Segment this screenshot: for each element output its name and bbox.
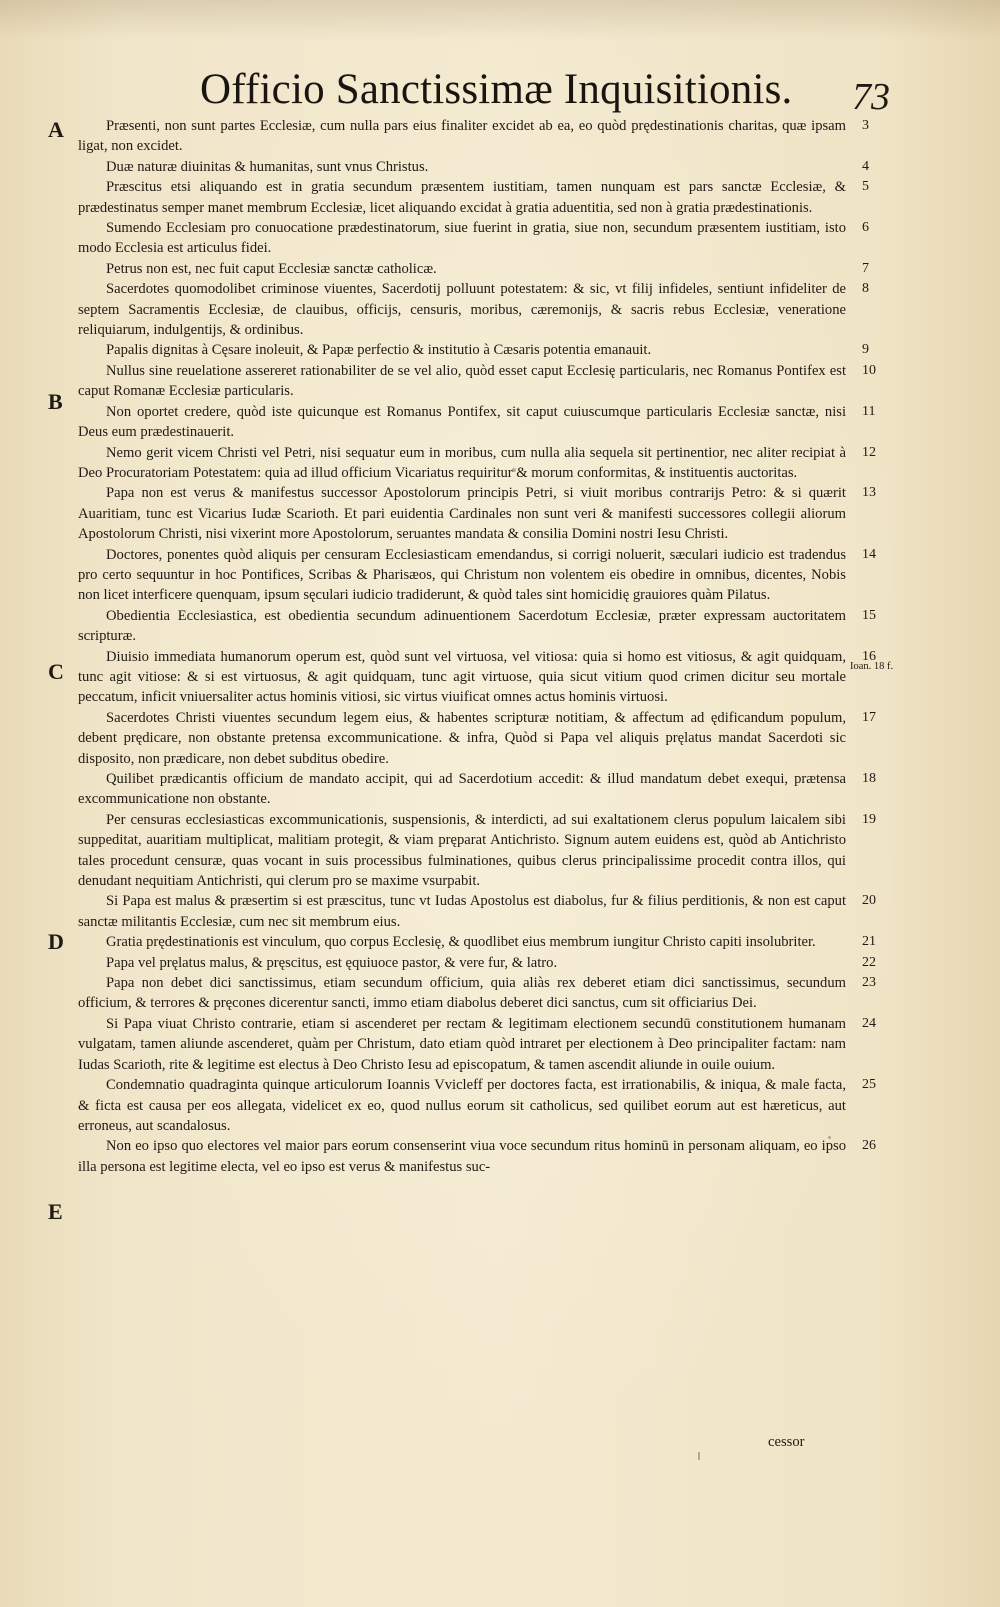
article-text: Præsenti, non sunt partes Ecclesiæ, cum nulla pars eius finaliter excidet ab ea, eo quòd prędestinationis charitas, quæ ipsam ligat, non excidet. xyxy=(78,118,846,155)
article-number: 16 xyxy=(862,648,876,664)
article-number: 20 xyxy=(862,893,876,909)
article-text: Nullus sine reuelatione assereret rationabiliter de se vel alio, quòd esset caput Ecclesię particularis, nec Romanus Pontifex est caput Romanæ Ecclesiæ particularis. xyxy=(78,362,846,400)
ink-speck xyxy=(512,468,516,472)
article-number: 12 xyxy=(862,444,876,460)
side-letter-b: B xyxy=(48,389,63,414)
article-number: 19 xyxy=(862,811,876,827)
article-text: Gratia prędestinationis est vinculum, quo corpus Ecclesię, & quodlibet eius membrum iungitur Christo capiti insolubriter. xyxy=(106,934,816,951)
article xyxy=(78,361,876,402)
article xyxy=(78,116,869,157)
article xyxy=(78,402,876,443)
article-text: Papalis dignitas à Cęsare inoleuit, & Papæ perfectio & institutio à Cæsaris potentia emanauit. xyxy=(106,342,652,359)
side-letter-a: A xyxy=(48,117,64,142)
article-number: 22 xyxy=(862,954,876,970)
article-number: 23 xyxy=(862,975,876,991)
article-text: Diuisio immediata humanorum operum est, quòd sunt vel virtuosa, vel vitiosa: quia si homo est vitiosus, & agit quidquam, tunc agit vitiose: & si est virtuosus, & agit quidquam, tunc agit virtuose, quia sicut vitium quod crimen dicitur seu mortale peccatum, inficit vniuersaliter actus hominis vitiosi, sic virtus viuificat omnes actus hominis virtuosi. xyxy=(78,648,846,706)
article xyxy=(78,177,869,218)
article-text: Sacerdotes quomodolibet criminose viuentes, Sacerdotij polluunt potestatem: & sic, vt filij infideles, sentiunt infideliter de septem Sacramentis Ecclesiæ, de clauibus, officijs, censuris, moribus, cæremonijs, & sacris rebus Ecclesiæ, veneratione reliquiarum, indulgentijs, & ordinibus. xyxy=(78,281,846,339)
article xyxy=(78,932,876,952)
article-text: Non eo ipso quo electores vel maior pars eorum consenserint viua voce secundum ritus hominū in personam aliquam, eo ipso illa persona est legitime electa, vel eo ipso est verus & manifestus suc- xyxy=(78,1138,846,1175)
article xyxy=(78,279,869,340)
article xyxy=(78,218,869,259)
article-number: 6 xyxy=(862,220,869,236)
article xyxy=(78,810,876,892)
ink-speck xyxy=(828,1136,831,1139)
ink-speck xyxy=(698,1452,700,1460)
article xyxy=(78,973,876,1014)
article xyxy=(78,1014,876,1075)
article-number: 8 xyxy=(862,281,869,297)
article-number: 9 xyxy=(862,342,869,358)
article xyxy=(78,545,876,606)
article-text: Sacerdotes Christi viuentes secundum legem eius, & habentes scripturæ notitiam, & affectum ad ędificandum populum, debent prędicare, non obstante pretensa excommunicatione. & infra, Quòd si Papa vel aliquis pręlatus mandat Sacerdoti sic disposito, non prædicare, non debet subditus obedire. xyxy=(78,709,846,767)
article-number: 4 xyxy=(862,158,869,174)
article xyxy=(78,157,869,177)
article-number: 11 xyxy=(862,403,876,419)
article-text: Si Papa est malus & præsertim si est præscitus, tunc vt Iudas Apostolus est diabolus, fur & filius perditionis, & non est caput sanctæ militantis Ecclesiæ, cum nec sit membrum eius. xyxy=(78,893,846,930)
article xyxy=(78,891,876,932)
article xyxy=(78,443,876,484)
article xyxy=(78,1075,876,1136)
article xyxy=(78,1136,876,1177)
article-text: Quilibet prædicantis officium de mandato accipit, qui ad Sacerdotium accedit: & illud mandatum debet exequi, prætensa excommunicatione non obstante. xyxy=(78,771,846,808)
article-text: Nemo gerit vicem Christi vel Petri, nisi sequatur eum in moribus, cum nulla alia sequela sit pertinentior, nec aliter recipiat à Deo Procuratoriam Potestatem: quia ad illud officium Vicariatus requiritur & morum conformitas, & instituentis auctoritas. xyxy=(78,444,846,481)
running-title: Officio Sanctissimæ Inquisitionis. xyxy=(200,66,793,113)
article xyxy=(78,606,876,647)
article-text: Papa non est verus & manifestus successor Apostolorum principis Petri, si viuit moribus contrarijs Petro: & si quærit Auaritiam, tunc est Vicarius Iudæ Scarioth. Et pari euidentia Cardinales non sunt veri & manifesti successores collegii aliorum Apostolorum Christi, nisi vixerint more Apostolorum, seruantes mandata & consilia Domini nostri Iesu Christi. xyxy=(78,485,846,543)
article xyxy=(78,769,876,810)
catchword: cessor xyxy=(768,1434,805,1450)
article-number: 13 xyxy=(862,485,876,501)
article-text: Præscitus etsi aliquando est in gratia secundum præsentem iustitiam, tamen nunquam est pars sanctæ Ecclesiæ, & prædestinatus semper manet membrum Ecclesiæ, licet aliquando excidat à gratia aduentitia, sed non à gratia prædestinationis. xyxy=(78,179,846,216)
article-text: Si Papa viuat Christo contrarie, etiam si ascenderet per rectam & legitimam electionem secundū constitutionem humanam vulgatam, tamen aliunde ascenderet, quàm per Christum, dato etiam quòd intraret per electionem à Deo principaliter factam: nam Iudas Scarioth, rite & legitime est electus à Deo Christo Iesu ad episcopatum, & tamen ascendit aliunde in ouile ouium. xyxy=(78,1015,846,1073)
article-number: 5 xyxy=(862,179,869,195)
article xyxy=(78,708,876,769)
margin-note: Ioan. 18 f. xyxy=(850,661,894,672)
article-number: 24 xyxy=(862,1015,876,1031)
article xyxy=(78,953,876,973)
article-number: 3 xyxy=(862,118,869,133)
side-letter-e: E xyxy=(48,1199,63,1224)
side-letter-c: C xyxy=(48,659,64,684)
article-text: Doctores, ponentes quòd aliquis per censuram Ecclesiasticam emendandus, si corrigi noluerit, sæculari iudicio est tradendus pro certo sequuntur in hoc Pontifices, Scribas & Pharisæos, qui Christum non volentem eis obedire in omnibus, dicentes, Nobis non licet interficere quenquam, ipsum sęculari iudicio tradiderunt, & quòd tales sint homicidię grauiores quàm Pilatus. xyxy=(78,546,846,604)
article xyxy=(78,259,869,279)
article-text: Sumendo Ecclesiam pro conuocatione prædestinatorum, siue fuerint in gratia, siue non, secundum præsentem iustitiam, isto modo Ecclesia est articulus fidei. xyxy=(78,220,846,257)
article-number: 18 xyxy=(862,771,876,786)
article-text: Non oportet credere, quòd iste quicunque est Romanus Pontifex, sit caput cuiuscumque particularis Ecclesiæ sanctæ, nisi Deus eum prædestinauerit. xyxy=(78,403,846,441)
article-number: 17 xyxy=(862,709,876,725)
article-number: 26 xyxy=(862,1138,876,1154)
article-number: 21 xyxy=(862,934,876,950)
article-number: 10 xyxy=(862,362,876,378)
side-letter-d: D xyxy=(48,929,64,954)
article-number: 25 xyxy=(862,1077,876,1093)
article-number: 7 xyxy=(862,260,869,276)
article-text: Petrus non est, nec fuit caput Ecclesiæ sanctæ catholicæ. xyxy=(106,260,437,277)
article-number: 15 xyxy=(862,607,876,623)
page-edge-shadow xyxy=(0,0,1000,40)
article-text: Papa vel pręlatus malus, & pręscitus, est ęquiuoce pastor, & vere fur, & latro. xyxy=(106,954,558,971)
article-text: Papa non debet dici sanctissimus, etiam secundum officium, quia aliàs rex deberet etiam dici sanctissimus, secundum officium, & terrores & pręcones dicerentur sancti, immo etiam diabolus deberet dici sanctus, cum sit officiarius Dei. xyxy=(78,975,846,1012)
article xyxy=(78,483,876,544)
article-text: Duæ naturæ diuinitas & humanitas, sunt vnus Christus. xyxy=(106,158,429,175)
article-text: Obedientia Ecclesiastica, est obedientia secundum adinuentionem Sacerdotum Ecclesiæ, præter expressam auctoritatem scripturæ. xyxy=(78,607,846,645)
page-number: 73 xyxy=(852,76,890,118)
article xyxy=(78,340,869,360)
article-number: 14 xyxy=(862,546,876,562)
article-text: Per censuras ecclesiasticas excommunicationis, suspensionis, & interdicti, ad sui exaltationem clerus populum laicalem sibi suppeditat, auaritiam multiplicat, malitiam protegit, & viam pręparat Antichristo. Signum autem euidens est, quòd ab Antichristo tales procedunt censuræ, quas vocant in suis processibus fulminationes, quibus clerus principalissime procedit contra illos, qui denudant nequitiam Antichristi, qui clerum pro se maxime vsurpabit. xyxy=(78,811,846,890)
page-header xyxy=(200,64,890,124)
article-text: Condemnatio quadraginta quinque articulorum Ioannis Vvicleff per doctores facta, est irrationabilis, & iniqua, & male facta, & ficta est causa per eos allegata, videlicet ex eo, quod nullus eorum sit catholicus, sed quilibet eorum aut est hæreticus, aut erroneus, aut scandalosus. xyxy=(78,1077,846,1134)
